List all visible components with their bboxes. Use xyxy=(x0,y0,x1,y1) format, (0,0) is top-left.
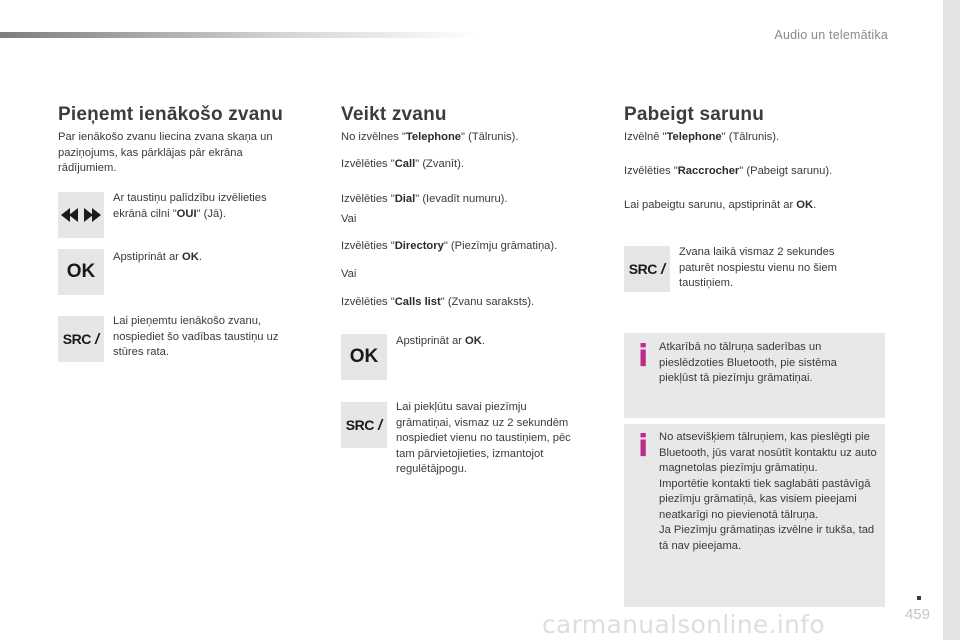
section-title: Audio un telemātika xyxy=(774,28,888,42)
heading-answer-call: Pieņemt ienākošo zvanu xyxy=(58,104,284,125)
page-edge-strip xyxy=(943,0,960,640)
ok-button-icon: OK xyxy=(341,334,387,380)
src-steering-button-icon: SRC / xyxy=(58,316,104,362)
step-access-directory: Lai piekļūtu savai piezīmju grāmatiņai, vismaz uz 2 sekundēm nospiediet vienu no taustiņiem, pēc tam pārvietojieties, izmantojot regulētājpogu. xyxy=(396,401,571,475)
page-number: 459 xyxy=(904,606,930,623)
heading-end-call: Pabeigt sarunu xyxy=(624,104,765,125)
intro-text: Par ienākošo zvanu liecina zvana skaņa un paziņojums, kas pārklājas pār ekrāna rādījumiem. xyxy=(58,131,273,174)
info-note-contacts xyxy=(624,424,885,607)
note-text: Atkarībā no tālruņa saderības un pieslēdzoties Bluetooth, pie sistēma piekļūst tā piezīmju grāmatiņai. xyxy=(659,341,837,384)
src-steering-button-icon: SRC / xyxy=(341,402,387,448)
info-icon: i xyxy=(638,429,649,464)
watermark: carmanualsonline.info xyxy=(542,610,825,639)
line-telephone-menu: Izvēlnē "Telephone" (Tālrunis). xyxy=(624,131,780,143)
line-select-dial: Izvēlēties "Dial" (Ievadīt numuru). xyxy=(341,193,508,205)
step-confirm-ok: Apstiprināt ar OK. xyxy=(113,251,202,263)
step-hold-to-end: Zvana laikā vismaz 2 sekundes paturēt nospiestu vienu no šiem taustiņiem. xyxy=(679,246,837,289)
line-confirm-end: Lai pabeigtu sarunu, apstiprināt ar OK. xyxy=(624,199,817,211)
step-select-oui: Ar taustiņu palīdzību izvēlieties ekrānā cilni "OUI" (Jā). xyxy=(113,192,267,220)
step-steering-answer: Lai pieņemtu ienākošo zvanu, nospiediet šo vadības taustiņu uz stūres rata. xyxy=(113,315,279,358)
info-note-bluetooth xyxy=(624,333,885,418)
info-icon: i xyxy=(638,339,649,374)
note-text: No atsevišķiem tālruņiem, kas pieslēgti pie Bluetooth, jūs varat nosūtīt kontaktu uz auto magnetolas piezīmju grāmatiņu. Importētie kontakti tiek saglabāti pastāvīgā piezīmju grāmatiņā, kas visiem pieejami neatkarīgi no pievienotā tālruņa. Ja Piezīmju grāmatiņas izvēlne ir tukša, tad tā nav pieejama. xyxy=(659,431,877,552)
line-select-call: Izvēlēties "Call" (Zvanīt). xyxy=(341,158,464,170)
step-confirm-ok: Apstiprināt ar OK. xyxy=(396,335,485,347)
or-text: Vai xyxy=(341,213,357,225)
line-select-directory: Izvēlēties "Directory" (Piezīmju grāmatiņa). xyxy=(341,240,558,252)
ok-button-icon: OK xyxy=(58,249,104,295)
page-marker-dot xyxy=(917,596,921,600)
or-text: Vai xyxy=(341,268,357,280)
src-steering-button-icon: SRC / xyxy=(624,246,670,292)
line-from-telephone-menu: No izvēlnes "Telephone" (Tālrunis). xyxy=(341,131,519,143)
header-gradient-bar xyxy=(0,32,480,38)
seek-buttons-icon xyxy=(58,192,104,238)
line-select-calls-list: Izvēlēties "Calls list" (Zvanu saraksts). xyxy=(341,296,535,308)
heading-make-call: Veikt zvanu xyxy=(341,104,447,125)
line-select-raccrocher: Izvēlēties "Raccrocher" (Pabeigt sarunu). xyxy=(624,165,833,177)
